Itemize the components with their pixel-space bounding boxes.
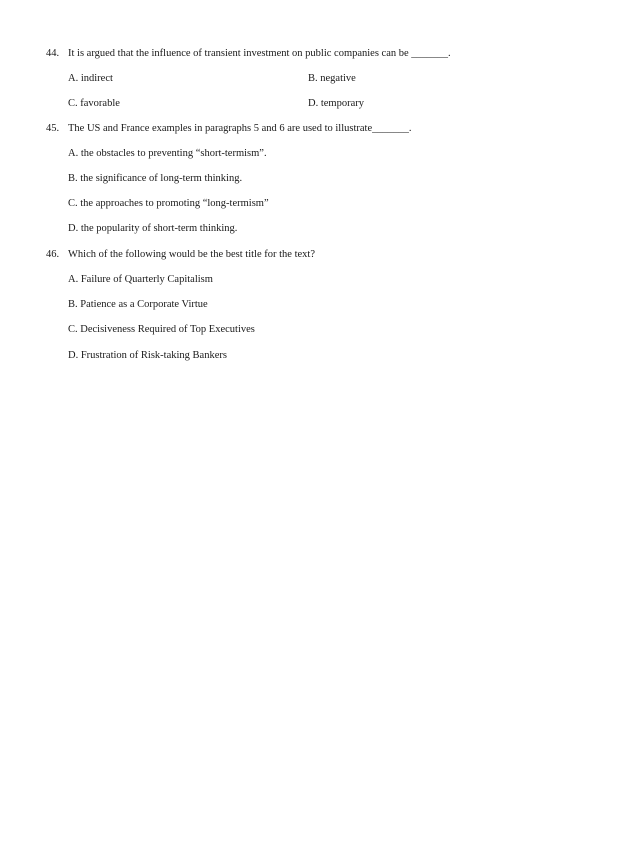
question-44-option-b: B. negative [308, 73, 356, 84]
question-44-option-a: A. indirect [68, 73, 113, 84]
question-46-option-c: C. Decisiveness Required of Top Executives [68, 324, 255, 335]
question-46-stem [46, 249, 315, 260]
question-45-option-c: C. the approaches to promoting “long-termism” [68, 198, 269, 209]
question-45-option-b: B. the significance of long-term thinking. [68, 173, 243, 184]
question-number: 44. [46, 48, 60, 59]
question-text: The US and France examples in paragraphs 5 and 6 are used to illustrate_______. [68, 123, 412, 134]
question-45-stem [46, 123, 412, 134]
question-44-option-d: D. temporary [308, 98, 364, 109]
question-46-option-b: B. Patience as a Corporate Virtue [68, 299, 208, 310]
question-number: 45. [46, 123, 60, 134]
question-44-option-c: C. favorable [68, 98, 120, 109]
question-44-stem [46, 48, 451, 59]
question-45-option-d: D. the popularity of short-term thinking. [68, 223, 238, 234]
question-number: 46. [46, 249, 60, 260]
question-text: Which of the following would be the best title for the text? [68, 249, 315, 260]
question-46-option-d: D. Frustration of Risk-taking Bankers [68, 350, 227, 361]
question-45-option-a: A. the obstacles to preventing “short-termism”. [68, 148, 267, 159]
question-46-option-a: A. Failure of Quarterly Capitalism [68, 274, 213, 285]
question-text: It is argued that the influence of transient investment on public companies can be _______. [68, 48, 451, 59]
